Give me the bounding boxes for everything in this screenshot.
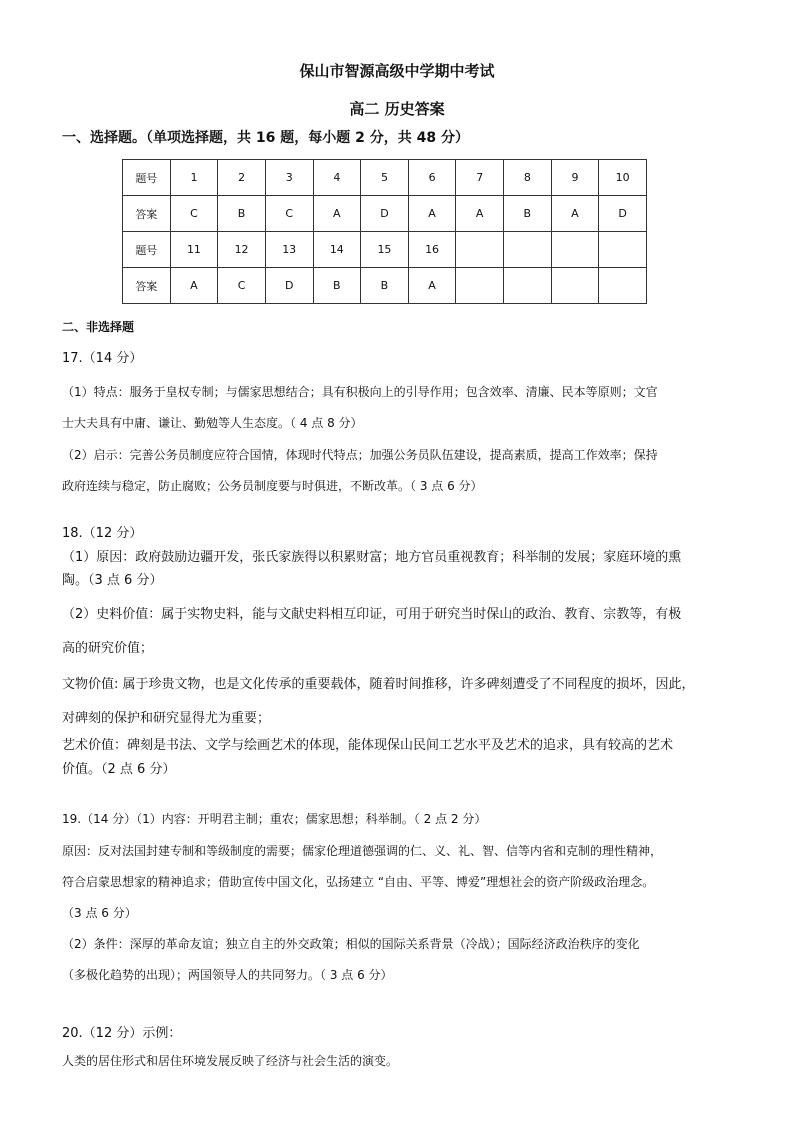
- empty-cell: [551, 232, 599, 268]
- q18-part1-line1: （1）原因：政府鼓励边疆开发，张氏家族得以积累财富；地方官员重视教育；科举制的发展；家庭环境的熏: [62, 550, 682, 565]
- row-label-question: 题号: [123, 160, 171, 196]
- question-number: 12: [218, 232, 266, 268]
- question-number: 10: [599, 160, 647, 196]
- answer-cell: A: [456, 196, 504, 232]
- answer-cell: D: [599, 196, 647, 232]
- empty-cell: [599, 232, 647, 268]
- answer-table: [122, 159, 647, 304]
- question-number: 6: [408, 160, 456, 196]
- empty-cell: [504, 268, 552, 304]
- q19-line2: 原因：反对法国封建专制和等级制度的需要；儒家伦理道德强调的仁、义、礼、智、信等内省和克制的理性精神，: [62, 844, 663, 858]
- q17-part2-line1: （2）启示：完善公务员制度应符合国情，体现时代特点；加强公务员队伍建设，提高素质，提高工作效率；保持: [62, 448, 658, 462]
- question-number: 9: [551, 160, 599, 196]
- answer-subtitle: 高二 历史答案: [349, 100, 445, 118]
- q18-part2-line1: （2）史料价值：属于实物史料，能与文献史料相互印证，可用于研究当时保山的政治、教育、宗教等，有极: [62, 607, 682, 622]
- q17-title: 17.（14 分）: [62, 351, 143, 366]
- answer-cell: B: [504, 196, 552, 232]
- q17-part2-line2: 政府连续与稳定，防止腐败；公务员制度要与时俱进，不断改革。（ 3 点 6 分）: [62, 479, 483, 493]
- answer-cell: D: [361, 196, 409, 232]
- question-number: 15: [361, 232, 409, 268]
- q18-part1-line2: 陶。（3 点 6 分）: [62, 573, 163, 588]
- row-label-question: 题号: [123, 232, 171, 268]
- q19-line3: 符合启蒙思想家的精神追求；借助宣传中国文化，弘扬建立 “自由、平等、博爱”理想社会的资产阶级政治理念。: [62, 875, 655, 889]
- q20-line1: 人类的居住形式和居住环境发展反映了经济与社会生活的演变。: [62, 1054, 399, 1068]
- q19-line1: 19.（14 分）（1）内容：开明君主制；重农；儒家思想；科举制。（ 2 点 2 分）: [62, 812, 487, 826]
- section1-heading: 一、选择题。（单项选择题，共 16 题，每小题 2 分，共 48 分）: [62, 130, 469, 146]
- section2-heading: 二、非选择题: [62, 320, 135, 334]
- table-row: [123, 232, 647, 268]
- empty-cell: [599, 268, 647, 304]
- answer-cell: B: [361, 268, 409, 304]
- question-number: 1: [170, 160, 218, 196]
- answer-cell: C: [218, 268, 266, 304]
- q19-line4: （3 点 6 分）: [62, 906, 137, 920]
- q18-part2-line2: 高的研究价值；: [62, 641, 154, 656]
- q18-part4-line1: 艺术价值：碑刻是书法、文学与绘画艺术的体现，能体现保山民间工艺水平及艺术的追求，具有较高的艺术: [62, 738, 674, 753]
- question-number: 11: [170, 232, 218, 268]
- question-number: 8: [504, 160, 552, 196]
- q19-line6: （多极化趋势的出现）；两国领导人的共同努力。（ 3 点 6 分）: [62, 968, 393, 982]
- q18-part3-line1: 文物价值: 属于珍贵文物，也是文化传承的重要载体，随着时间推移，许多碑刻遭受了不同程度的损坏，因此，: [62, 677, 695, 692]
- answer-cell: C: [265, 196, 313, 232]
- q18-part3-line2: 对碑刻的保护和研究显得尤为重要；: [62, 711, 271, 726]
- q17-part1-line2: 士大夫具有中庸、谦让、勤勉等人生态度。（ 4 点 8 分）: [62, 416, 363, 430]
- empty-cell: [456, 232, 504, 268]
- q20-title: 20.（12 分）示例：: [62, 1026, 182, 1041]
- answer-cell: D: [265, 268, 313, 304]
- question-number: 16: [408, 232, 456, 268]
- q17-part1-line1: （1）特点：服务于皇权专制；与儒家思想结合；具有积极向上的引导作用；包含效率、清廉、民本等原则；文官: [62, 385, 658, 399]
- question-number: 7: [456, 160, 504, 196]
- exam-title: 保山市智源高级中学期中考试: [299, 62, 495, 80]
- question-number: 2: [218, 160, 266, 196]
- q18-part4-line2: 价值。（2 点 6 分）: [62, 762, 176, 777]
- table-row: [123, 160, 647, 196]
- empty-cell: [456, 268, 504, 304]
- row-label-answer: 答案: [123, 268, 171, 304]
- question-number: 5: [361, 160, 409, 196]
- question-number: 3: [265, 160, 313, 196]
- answer-cell: A: [313, 196, 361, 232]
- question-number: 13: [265, 232, 313, 268]
- q18-title: 18.（12 分）: [62, 526, 143, 541]
- answer-cell: A: [170, 268, 218, 304]
- table-row: [123, 196, 647, 232]
- answer-cell: B: [218, 196, 266, 232]
- table-row: [123, 268, 647, 304]
- question-number: 14: [313, 232, 361, 268]
- answer-cell: C: [170, 196, 218, 232]
- q19-line5: （2）条件：深厚的革命友谊；独立自主的外交政策；相似的国际关系背景（冷战）；国际经济政治秩序的变化: [62, 937, 640, 951]
- answer-cell: A: [551, 196, 599, 232]
- empty-cell: [504, 232, 552, 268]
- empty-cell: [551, 268, 599, 304]
- row-label-answer: 答案: [123, 196, 171, 232]
- answer-cell: A: [408, 268, 456, 304]
- answer-cell: B: [313, 268, 361, 304]
- answer-cell: A: [408, 196, 456, 232]
- question-number: 4: [313, 160, 361, 196]
